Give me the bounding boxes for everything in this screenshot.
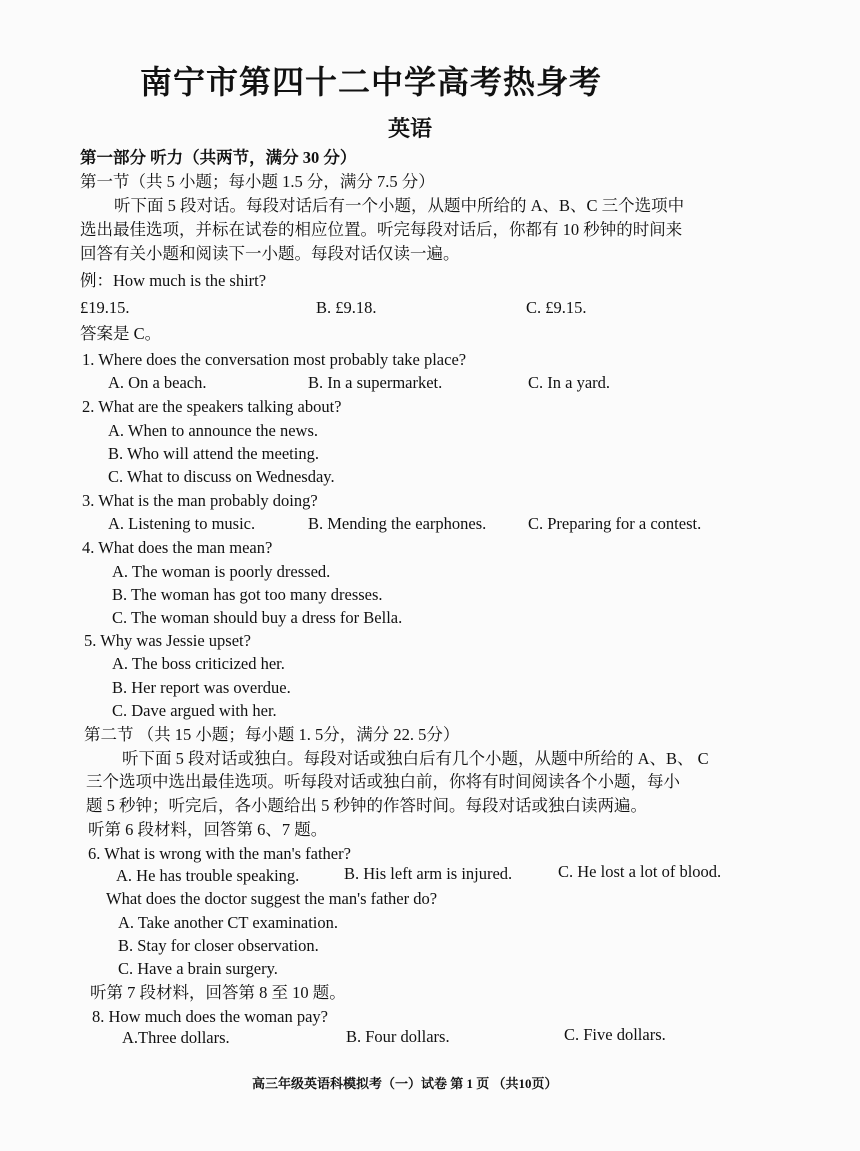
question-6-stem: 6. What is wrong with the man's father? bbox=[88, 844, 351, 863]
question-7-stem: What does the doctor suggest the man's father do? bbox=[106, 889, 438, 908]
section2-instruction-line: 题 5 秒钟；听完后，各小题给出 5 秒钟的作答时间。每段对话或独白读两遍。 bbox=[86, 796, 647, 815]
question-5-option-b: B. Her report was overdue. bbox=[112, 678, 291, 697]
question-7-option-a: A. Take another CT examination. bbox=[118, 913, 339, 932]
question-3-stem: 3. What is the man probably doing? bbox=[82, 491, 318, 510]
question-5-option-a: A. The boss criticized her. bbox=[112, 654, 285, 673]
question-2-option-b: B. Who will attend the meeting. bbox=[108, 444, 319, 463]
material-6-heading: 听第 6 段材料，回答第 6、7 题。 bbox=[88, 820, 328, 839]
subject-title: 英语 bbox=[388, 116, 433, 141]
section1-instruction-line: 回答有关小题和阅读下一小题。每段对话仅读一遍。 bbox=[80, 244, 460, 263]
question-6-option-a: A. He has trouble speaking. bbox=[116, 866, 300, 885]
question-7-option-b: B. Stay for closer observation. bbox=[118, 936, 319, 955]
section1-instruction-line: 听下面 5 段对话。每段对话后有一个小题，从题中所给的 A、B、C 三个选项中 bbox=[114, 196, 685, 215]
section2-instruction-line: 听下面 5 段对话或独白。每段对话或独白后有几个小题，从题中所给的 A、B、 C bbox=[122, 749, 709, 768]
question-5-option-c: C. Dave argued with her. bbox=[112, 701, 277, 720]
question-1-stem: 1. Where does the conversation most probably take place? bbox=[82, 350, 467, 369]
example-question: 例：How much is the shirt? bbox=[80, 271, 267, 290]
section2-instruction-line: 三个选项中选出最佳选项。听每段对话或独白前，你将有时间阅读各个小题，每小 bbox=[86, 772, 680, 791]
question-3-option-b: B. Mending the earphones. bbox=[308, 514, 487, 533]
question-4-option-c: C. The woman should buy a dress for Bella. bbox=[112, 608, 403, 627]
material-7-heading: 听第 7 段材料，回答第 8 至 10 题。 bbox=[90, 983, 346, 1002]
question-6-option-c: C. He lost a lot of blood. bbox=[558, 862, 722, 881]
question-4-stem: 4. What does the man mean? bbox=[82, 538, 273, 557]
part1-heading: 第一部分 听力（共两节，满分 30 分） bbox=[80, 148, 357, 167]
section1-instruction-line: 选出最佳选项，并标在试卷的相应位置。听完每段对话后，你都有 10 秒钟的时间来 bbox=[80, 220, 683, 239]
question-2-option-a: A. When to announce the news. bbox=[108, 421, 319, 440]
question-4-option-a: A. The woman is poorly dressed. bbox=[112, 562, 331, 581]
question-4-option-b: B. The woman has got too many dresses. bbox=[112, 585, 383, 604]
question-1-option-b: B. In a supermarket. bbox=[308, 373, 443, 392]
question-2-stem: 2. What are the speakers talking about? bbox=[82, 397, 342, 416]
question-8-option-a: A.Three dollars. bbox=[122, 1028, 230, 1047]
question-8-stem: 8. How much does the woman pay? bbox=[92, 1007, 328, 1026]
section2-heading: 第二节 （共 15 小题；每小题 1. 5分，满分 22. 5分） bbox=[84, 725, 460, 744]
question-5-stem: 5. Why was Jessie upset? bbox=[84, 631, 251, 650]
page-footer: 高三年级英语科模拟考（一）试卷 第 1 页 （共10页） bbox=[252, 1076, 558, 1091]
question-1-option-c: C. In a yard. bbox=[528, 373, 611, 392]
question-7-option-c: C. Have a brain surgery. bbox=[118, 959, 278, 978]
example-option-a: £19.15. bbox=[80, 298, 130, 317]
question-2-option-c: C. What to discuss on Wednesday. bbox=[108, 467, 335, 486]
question-8-option-b: B. Four dollars. bbox=[346, 1027, 450, 1046]
example-option-c: C. £9.15. bbox=[526, 298, 587, 317]
section1-heading: 第一节（共 5 小题；每小题 1.5 分，满分 7.5 分） bbox=[80, 172, 435, 191]
question-3-option-a: A. Listening to music. bbox=[108, 514, 256, 533]
exam-title: 南宁市第四十二中学高考热身考 bbox=[140, 64, 603, 100]
question-8-option-c: C. Five dollars. bbox=[564, 1025, 666, 1044]
example-option-b: B. £9.18. bbox=[316, 298, 377, 317]
question-3-option-c: C. Preparing for a contest. bbox=[528, 514, 702, 533]
question-6-option-b: B. His left arm is injured. bbox=[344, 864, 513, 883]
question-1-option-a: A. On a beach. bbox=[108, 373, 207, 392]
example-answer: 答案是 C。 bbox=[80, 324, 162, 343]
